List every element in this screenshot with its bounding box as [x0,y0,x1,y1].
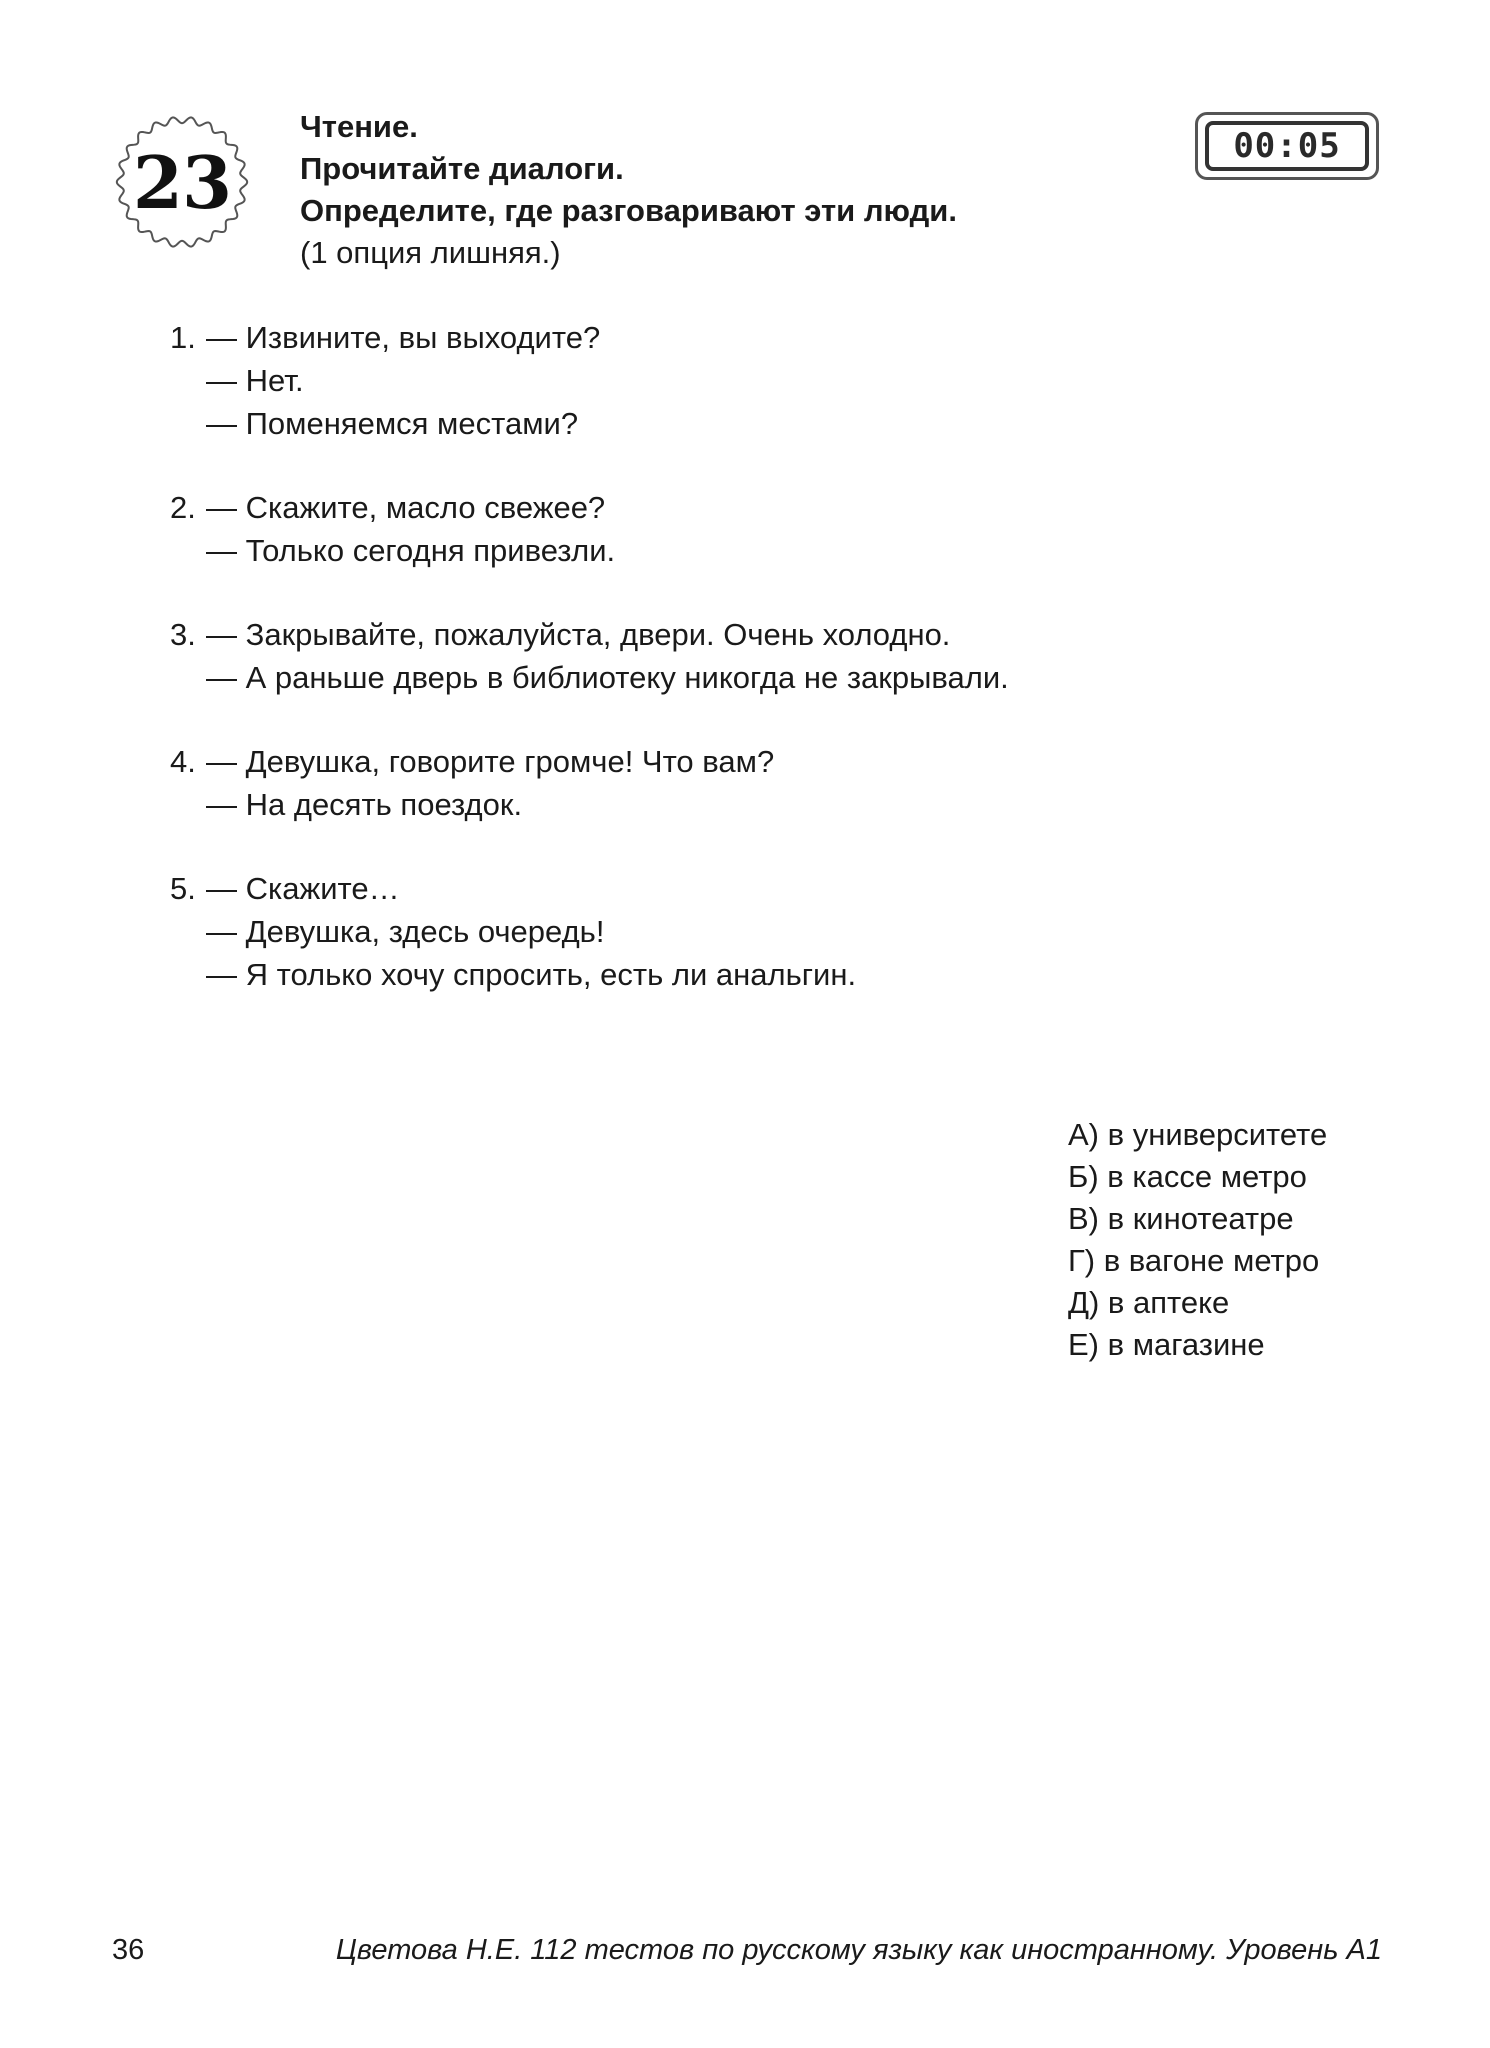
option-a: А) в университете [1068,1117,1328,1152]
page-number: 36 [112,1934,145,1966]
dialog-text: — Девушка, здесь очередь! [206,914,605,949]
dialog-text: — На десять поездок. [206,787,523,822]
dialog-text: — Поменяемся местами? [206,406,579,441]
dialog-line [170,740,1009,783]
dialog-line [170,613,1009,656]
dialog-text: — Скажите, масло свежее? [206,490,606,525]
dialog-text: — Я только хочу спросить, есть ли анальгин. [206,957,857,992]
dialog-number: 5. [170,871,196,906]
dialog-line [170,867,1009,910]
task-heading: Чтение. [300,109,418,144]
dialog-3 [170,613,1009,699]
task-note: (1 опция лишняя.) [300,235,561,270]
dialog-line [170,656,1009,699]
dialog-text: — Скажите… [206,871,400,906]
dialog-1 [170,316,1009,445]
dialog-2 [170,486,1009,572]
dialog-line [170,359,1009,402]
option-d: Д) в аптеке [1068,1285,1230,1320]
dialog-text: — Извините, вы выходите? [206,320,601,355]
dialog-text: — Девушка, говорите громче! Что вам? [206,744,775,779]
option-b: Б) в кассе метро [1068,1159,1307,1194]
dialog-text: — Нет. [206,363,304,398]
timer-value: 00:05 [1205,121,1369,171]
book-title: Цветова Н.Е. 112 тестов по русскому языку как иностранному. Уровень А1 [335,1934,1382,1966]
dialog-4 [170,740,1009,826]
dialog-text: — А раньше дверь в библиотеку никогда не закрывали. [206,660,1009,695]
answer-options [1068,1114,1327,1366]
dialog-line [170,402,1009,445]
timer-box [1195,112,1379,180]
option-v: В) в кинотеатре [1068,1201,1294,1236]
dialog-line [170,783,1009,826]
dialog-line [170,910,1009,953]
dialog-number: 4. [170,744,196,779]
task-number: 23 [132,139,232,225]
dialog-number: 3. [170,617,196,652]
dialog-number: 1. [170,320,196,355]
dialog-text: — Закрывайте, пожалуйста, двери. Очень холодно. [206,617,951,652]
task-number-badge [112,112,252,252]
dialog-line [170,529,1009,572]
dialog-line [170,486,1009,529]
dialog-5 [170,867,1009,996]
task-instruction-1: Прочитайте диалоги. [300,151,624,186]
dialog-line [170,316,1009,359]
task-instruction-2: Определите, где разговаривают эти люди. [300,193,957,228]
option-g: Г) в вагоне метро [1068,1243,1320,1278]
dialog-number: 2. [170,490,196,525]
page-footer [112,1934,1382,1976]
dialog-list [170,316,1009,1037]
task-header [300,106,957,274]
option-e: Е) в магазине [1068,1327,1265,1362]
dialog-text: — Только сегодня привезли. [206,533,616,568]
dialog-line [170,953,1009,996]
